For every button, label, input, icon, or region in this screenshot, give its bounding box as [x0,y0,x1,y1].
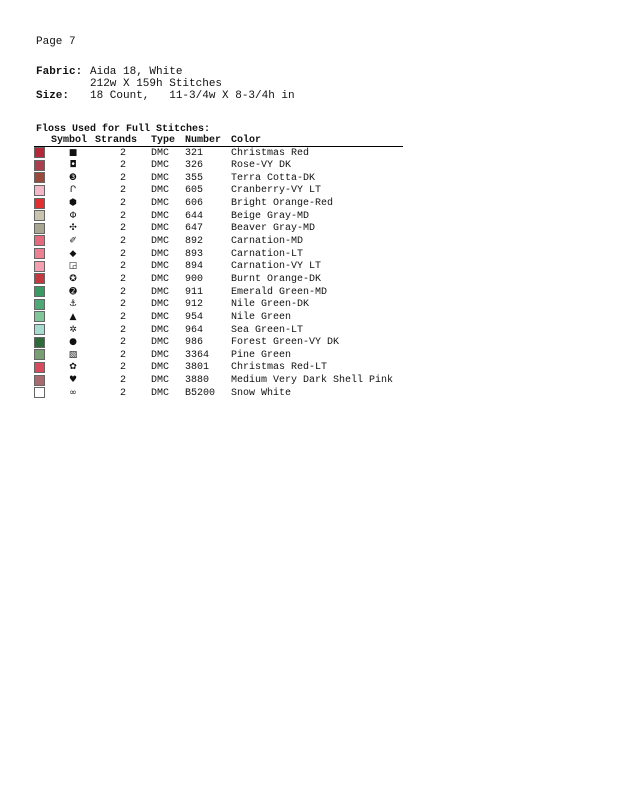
stitch-symbol-icon: ✪ [69,273,77,284]
stitch-symbol-icon: ◘ [69,160,77,171]
table-row [34,286,403,299]
table-header-row [34,136,403,147]
swatch-cell [34,147,51,160]
stitch-symbol-icon: ⚓ [68,299,78,310]
color-swatch [34,172,45,183]
swatch-cell [34,185,51,198]
number-cell: 3880 [185,375,210,387]
type-cell: DMC [151,349,170,361]
strands-cell: 2 [119,248,126,260]
strands-cell: 2 [119,210,126,222]
type-cell: DMC [151,236,170,248]
swatch-cell [34,235,51,248]
color-name-cell: Nile Green-DK [231,299,310,311]
table-row [34,273,403,286]
swatch-cell [34,248,51,261]
color-name-cell: Burnt Orange-DK [231,273,322,285]
symbol-cell [51,387,95,400]
number-cell: 605 [185,185,204,197]
color-name-cell: Cranberry-VY LT [231,185,322,197]
swatch-cell [34,160,51,173]
table-row [34,172,403,185]
strands-cell: 2 [119,286,126,298]
strands-cell: 2 [119,337,126,349]
table-row [34,210,403,223]
strands-cell: 2 [119,185,126,197]
stitch-symbol-icon: ⬢ [69,198,77,209]
stitch-symbol-icon: ∞ [69,387,77,398]
color-name-cell: Medium Very Dark Shell Pink [231,375,394,387]
symbol-cell [51,185,95,198]
number-cell: 606 [185,198,204,210]
type-cell: DMC [151,324,170,336]
type-cell: DMC [151,311,170,323]
number-cell: 3801 [185,362,210,374]
stitch-symbol-icon: Ր [69,185,77,196]
type-cell: DMC [151,362,170,374]
type-cell: DMC [151,210,170,222]
stitch-symbol-icon: ◆ [69,248,77,259]
fabric-label: Fabric: [36,66,83,78]
fabric-row [36,66,182,78]
color-name-cell: Christmas Red [231,147,310,159]
size-value: 18 Count, 11-3/4w X 8-3/4h in [90,90,295,102]
symbol-cell [51,235,95,248]
symbol-cell [51,375,95,388]
color-name-cell: Sea Green-LT [231,324,304,336]
number-cell: 355 [185,172,204,184]
stitch-symbol-icon: ▧ [68,349,78,360]
stitch-symbol-icon: ■ [68,147,78,158]
symbol-cell [51,198,95,211]
swatch-cell [34,375,51,388]
symbol-cell [51,324,95,337]
table-row [34,299,403,312]
color-swatch [34,362,45,373]
swatch-cell [34,261,51,274]
table-row [34,362,403,375]
table-row [34,147,403,160]
strands-cell: 2 [119,160,126,172]
stitch-symbol-icon: ◲ [68,261,78,272]
type-cell: DMC [151,160,170,172]
table-row [34,375,403,388]
table-row [34,223,403,236]
strands-cell: 2 [119,198,126,210]
type-cell: DMC [151,273,170,285]
symbol-cell [51,311,95,324]
table-row [34,198,403,211]
swatch-cell [34,210,51,223]
color-swatch [34,147,45,158]
stitch-symbol-icon: ▲ [69,311,77,322]
strands-cell: 2 [119,273,126,285]
color-swatch [34,273,45,284]
type-cell: DMC [151,261,170,273]
table-row [34,235,403,248]
type-cell: DMC [151,198,170,210]
color-swatch [34,185,45,196]
strands-cell: 2 [119,362,126,374]
type-cell: DMC [151,387,170,399]
strands-cell: 2 [119,375,126,387]
swatch-cell [34,337,51,350]
header-number: Number [185,136,231,147]
color-swatch [34,198,45,209]
type-cell: DMC [151,337,170,349]
color-name-cell: Rose-VY DK [231,160,292,172]
color-swatch [34,375,45,386]
color-name-cell: Nile Green [231,311,292,323]
fabric-value: Aida 18, White [90,66,183,78]
number-cell: 892 [185,236,204,248]
swatch-cell [34,349,51,362]
type-cell: DMC [151,299,170,311]
color-swatch [34,223,45,234]
number-cell: 894 [185,261,204,273]
strands-cell: 2 [119,172,126,184]
color-swatch [34,210,45,221]
number-cell: 647 [185,223,204,235]
color-swatch [34,387,45,398]
table-row [34,387,403,400]
color-name-cell: Carnation-LT [231,248,304,260]
color-swatch [34,261,45,272]
type-cell: DMC [151,172,170,184]
stitch-symbol-icon: ♥ [68,375,78,386]
symbol-cell [51,160,95,173]
number-cell: 893 [185,248,204,260]
table-row [34,185,403,198]
number-cell: 954 [185,311,204,323]
table-row [34,337,403,350]
swatch-cell [34,311,51,324]
floss-table-body [34,147,403,400]
number-cell: 3364 [185,349,210,361]
number-cell: 644 [185,210,204,222]
strands-cell: 2 [119,147,126,159]
color-swatch [34,299,45,310]
type-cell: DMC [151,147,170,159]
strands-cell: 2 [119,311,126,323]
color-name-cell: Forest Green-VY DK [231,337,340,349]
symbol-cell [51,362,95,375]
symbol-cell [51,210,95,223]
size-row [36,90,295,102]
swatch-cell [34,362,51,375]
color-swatch [34,324,45,335]
color-name-cell: Christmas Red-LT [231,362,328,374]
number-cell: 911 [185,286,204,298]
header-type: Type [151,136,185,147]
stitch-symbol-icon: ✣ [69,223,77,234]
color-name-cell: Beaver Gray-MD [231,223,316,235]
floss-table [34,136,403,400]
size-label: Size: [36,90,70,102]
stitch-symbol-icon: ● [69,337,77,348]
swatch-cell [34,273,51,286]
color-swatch [34,337,45,348]
table-row [34,311,403,324]
color-swatch [34,311,45,322]
type-cell: DMC [151,248,170,260]
number-cell: 900 [185,273,204,285]
color-name-cell: Emerald Green-MD [231,286,328,298]
symbol-cell [51,261,95,274]
table-row [34,248,403,261]
symbol-cell [51,299,95,312]
number-cell: 986 [185,337,204,349]
color-name-cell: Carnation-MD [231,236,304,248]
color-swatch [34,160,45,171]
strands-cell: 2 [119,299,126,311]
number-cell: B5200 [185,387,216,399]
swatch-cell [34,387,51,400]
symbol-cell [51,273,95,286]
table-row [34,349,403,362]
strands-cell: 2 [119,236,126,248]
color-name-cell: Snow White [231,387,292,399]
stitch-symbol-icon: Φ [69,210,77,221]
number-cell: 912 [185,299,204,311]
color-name-cell: Beige Gray-MD [231,210,310,222]
header-strands: Strands [95,136,151,147]
strands-cell: 2 [119,261,126,273]
symbol-cell [51,349,95,362]
symbol-cell [51,286,95,299]
color-name-cell: Terra Cotta-DK [231,172,316,184]
header-color: Color [231,136,403,147]
color-swatch [34,286,45,297]
color-name-cell: Bright Orange-Red [231,198,334,210]
swatch-cell [34,172,51,185]
stitch-symbol-icon: ✿ [69,362,77,373]
number-cell: 326 [185,160,204,172]
type-cell: DMC [151,223,170,235]
swatch-cell [34,324,51,337]
color-swatch [34,235,45,246]
table-row [34,324,403,337]
type-cell: DMC [151,286,170,298]
strands-cell: 2 [119,387,126,399]
color-name-cell: Pine Green [231,349,292,361]
strands-cell: 2 [119,324,126,336]
type-cell: DMC [151,375,170,387]
symbol-cell [51,147,95,160]
table-row [34,261,403,274]
page-number: Page 7 [36,36,76,48]
swatch-cell [34,198,51,211]
stitch-count: 212w X 159h Stitches [90,78,223,90]
swatch-cell [34,286,51,299]
color-name-cell: Carnation-VY LT [231,261,322,273]
stitch-symbol-icon: ❸ [68,172,78,183]
number-cell: 964 [185,324,204,336]
symbol-cell [51,337,95,350]
strands-cell: 2 [119,349,126,361]
number-cell: 321 [185,147,204,159]
stitch-symbol-icon: ✐ [69,236,77,247]
type-cell: DMC [151,185,170,197]
symbol-cell [51,172,95,185]
color-swatch [34,349,45,360]
strands-cell: 2 [119,223,126,235]
swatch-cell [34,223,51,236]
header-symbol: Symbol [51,136,95,147]
header-swatch [34,136,51,147]
swatch-cell [34,299,51,312]
stitch-symbol-icon: ✲ [69,324,77,335]
stitch-symbol-icon: ➋ [69,286,77,297]
symbol-cell [51,223,95,236]
table-row [34,160,403,173]
floss-section-title: Floss Used for Full Stitches: [36,124,211,135]
symbol-cell [51,248,95,261]
color-swatch [34,248,45,259]
